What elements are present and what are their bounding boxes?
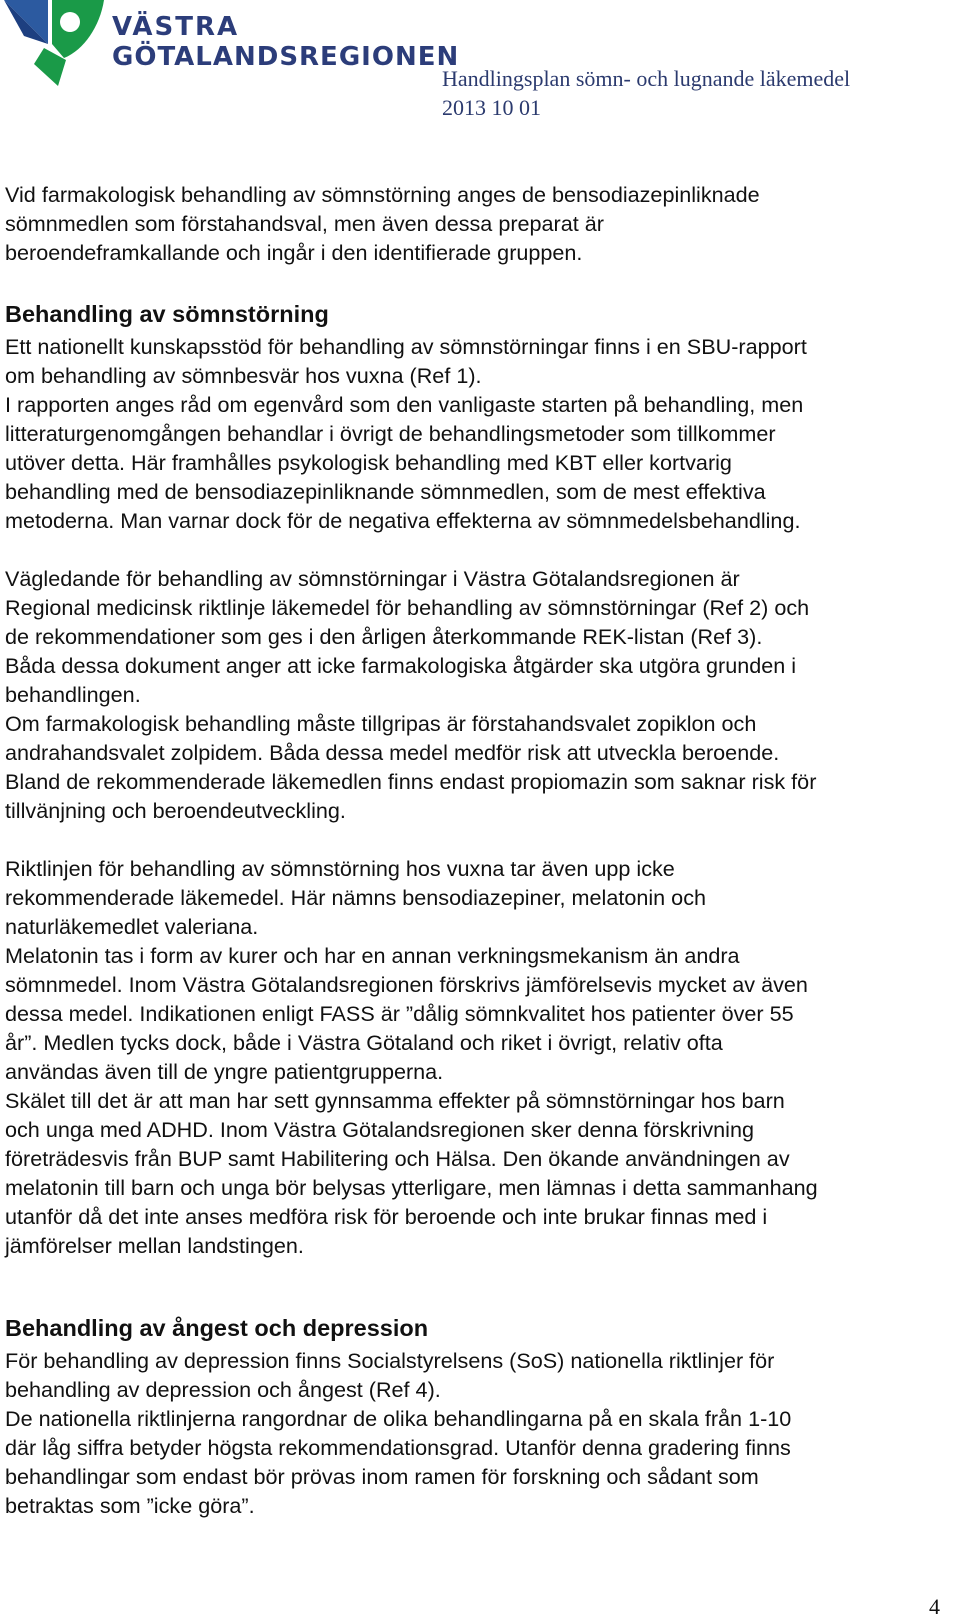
text-line: där låg siffra betyder högsta rekommendationsgrad. Utanför denna gradering finns — [5, 1435, 791, 1460]
text-line: Melatonin tas i form av kurer och har en annan verkningsmekanism än andra — [5, 943, 740, 968]
section1-paragraph-3 — [5, 854, 955, 1260]
text-line: år”. Medlen tycks dock, både i Västra Götaland och riket i övrigt, relativ ofta — [5, 1030, 723, 1055]
text-line: behandling av depression och ångest (Ref 4). — [5, 1377, 441, 1402]
text-line: metoderna. Man varnar dock för de negativa effekterna av sömnmedelsbehandling. — [5, 508, 801, 533]
text-line: andrahandsvalet zolpidem. Båda dessa medel medför risk att utveckla beroende. — [5, 740, 780, 765]
text-line: Båda dessa dokument anger att icke farmakologiska åtgärder ska utgöra grunden i — [5, 653, 797, 678]
text-line: behandlingar som endast bör prövas inom ramen för forskning och sådant som — [5, 1464, 759, 1489]
logo-line-2: GÖTALANDSREGIONEN — [112, 42, 460, 72]
text-line: naturläkemedlet valeriana. — [5, 914, 259, 939]
vgr-logo — [4, 0, 460, 92]
text-line: Ett nationellt kunskapsstöd för behandling av sömnstörningar finns i en SBU-rapport — [5, 334, 807, 359]
text-line: I rapporten anges råd om egenvård som den vanligaste starten på behandling, men — [5, 392, 804, 417]
text-line: Riktlinjen för behandling av sömnstörning hos vuxna tar även upp icke — [5, 856, 675, 881]
text-line: jämförelser mellan landstingen. — [5, 1233, 304, 1258]
text-line: och unga med ADHD. Inom Västra Götalandsregionen sker denna förskrivning — [5, 1117, 754, 1142]
page-number: 4 — [929, 1594, 940, 1619]
text-line: För behandling av depression finns Socialstyrelsens (SoS) nationella riktlinjer för — [5, 1348, 775, 1373]
text-line: användas även till de yngre patientgrupperna. — [5, 1059, 444, 1084]
text-line: litteraturgenomgången behandlar i övrigt de behandlingsmetoder som tillkommer — [5, 421, 776, 446]
text-line: behandlingen. — [5, 682, 141, 707]
text-line: De nationella riktlinjerna rangordnar de olika behandlingarna på en skala från 1-10 — [5, 1406, 792, 1431]
text-line: Om farmakologisk behandling måste tillgripas är förstahandsvalet zopiklon och — [5, 711, 757, 736]
text-line: de rekommendationer som ges i den årligen återkommande REK-listan (Ref 3). — [5, 624, 763, 649]
text-line: företrädesvis från BUP samt Habilitering och Hälsa. Den ökande användningen av — [5, 1146, 790, 1171]
text-line: rekommenderade läkemedel. Här nämns bensodiazepiner, melatonin och — [5, 885, 706, 910]
text-line: behandling med de bensodiazepinliknande sömnmedlen, som de mest effektiva — [5, 479, 766, 504]
header-date: 2013 10 01 — [442, 95, 541, 120]
text-line: betraktas som ”icke göra”. — [5, 1493, 255, 1518]
logo-line-1: VÄSTRA — [112, 12, 240, 42]
text-line: sömnmedel. Inom Västra Götalandsregionen förskrivs jämförelsevis mycket av även — [5, 972, 808, 997]
section1-paragraph-1 — [5, 332, 955, 535]
text-line: om behandling av sömnbesvär hos vuxna (Ref 1). — [5, 363, 482, 388]
text-line: utöver detta. Här framhålles psykologisk behandling med KBT eller kortvarig — [5, 450, 732, 475]
text-line: dessa medel. Indikationen enligt FASS är ”dålig sömnkvalitet hos patienter över 55 — [5, 1001, 794, 1026]
section-heading-angest-depression: Behandling av ångest och depression — [5, 1315, 429, 1341]
text-line: beroendeframkallande och ingår i den identifierade gruppen. — [5, 240, 583, 265]
text-line: Vägledande för behandling av sömnstörningar i Västra Götalandsregionen är — [5, 566, 740, 591]
text-line: tillvänjning och beroendeutveckling. — [5, 798, 346, 823]
text-line: Skälet till det är att man har sett gynnsamma effekter på sömnstörningar hos barn — [5, 1088, 785, 1113]
vgr-logo-mark-icon — [4, 0, 114, 92]
text-line: utanför då det inte anses medföra risk för beroende och inte brukar finnas med i — [5, 1204, 768, 1229]
intro-paragraph — [5, 180, 955, 267]
text-line: sömnmedlen som förstahandsval, men även dessa preparat är — [5, 211, 604, 236]
section-heading-somnstorning: Behandling av sömnstörning — [5, 301, 329, 327]
text-line: Regional medicinsk riktlinje läkemedel för behandling av sömnstörningar (Ref 2) och — [5, 595, 810, 620]
header-title: Handlingsplan sömn- och lugnande läkemedel — [442, 66, 851, 91]
section2-paragraph-1 — [5, 1346, 955, 1520]
document-body — [5, 180, 955, 1520]
text-line: Vid farmakologisk behandling av sömnstörning anges de bensodiazepinliknade — [5, 182, 760, 207]
section1-paragraph-2 — [5, 564, 955, 825]
text-line: Bland de rekommenderade läkemedlen finns endast propiomazin som saknar risk för — [5, 769, 817, 794]
document-header — [442, 64, 850, 122]
text-line: melatonin till barn och unga bör belysas ytterligare, men lämnas i detta sammanhang — [5, 1175, 818, 1200]
